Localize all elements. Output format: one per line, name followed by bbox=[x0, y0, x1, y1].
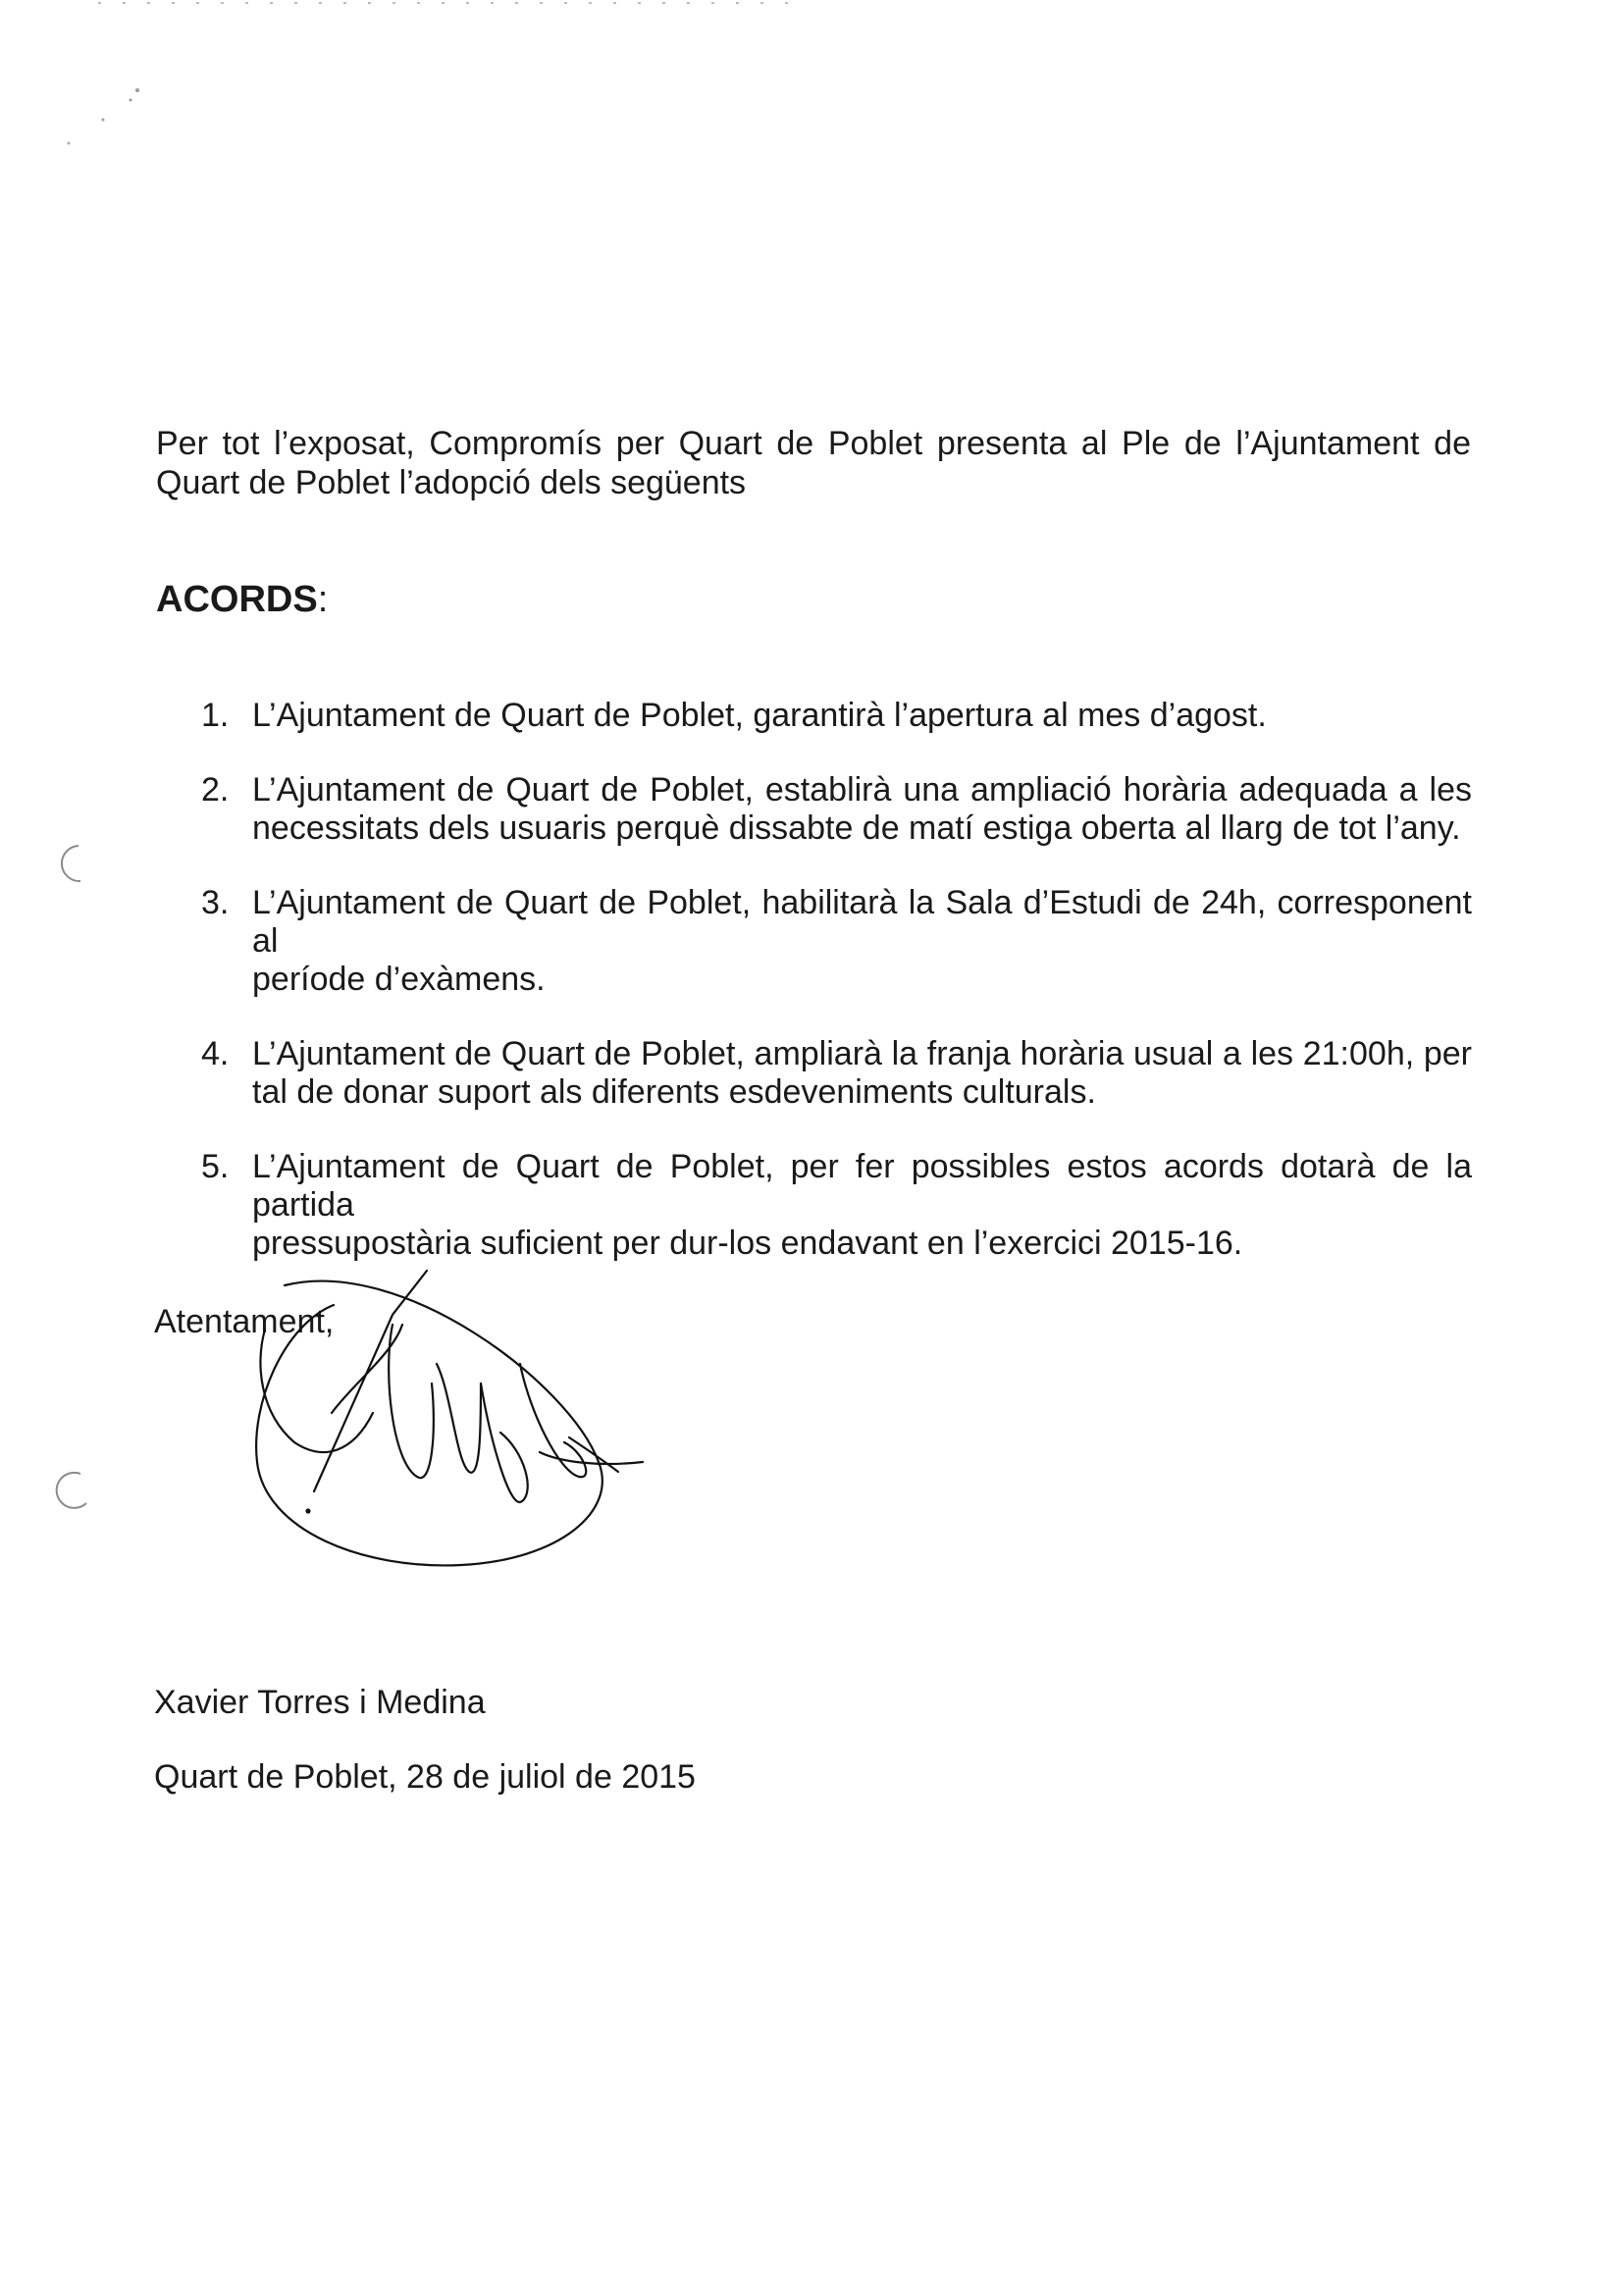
agreement-number: 3. bbox=[201, 884, 230, 921]
intro-paragraph bbox=[156, 424, 1471, 502]
agreement-line-1: L’Ajuntament de Quart de Poblet, per fer possibles estos acords dotarà de la partida bbox=[252, 1148, 1472, 1224]
signatory-name: Xavier Torres i Medina bbox=[154, 1684, 486, 1721]
agreement-line-2: pressupostària suficient per dur-los endavant en l’exercici 2015-16. bbox=[252, 1225, 1243, 1262]
agreement-item-5 bbox=[201, 1148, 1472, 1263]
agreement-number: 1. bbox=[201, 697, 230, 734]
intro-line-2: Quart de Poblet l’adopció dels següents bbox=[156, 464, 747, 501]
scan-speck-marks bbox=[59, 69, 157, 157]
agreement-item-1 bbox=[201, 697, 1472, 735]
scan-top-dots bbox=[98, 0, 805, 8]
punch-hole-lower bbox=[47, 1468, 96, 1517]
agreement-item-2 bbox=[201, 771, 1472, 848]
handwritten-signature bbox=[245, 1266, 667, 1580]
agreement-text bbox=[252, 1148, 1472, 1263]
agreement-line-2: tal de donar suport als diferents esdeveniments culturals. bbox=[252, 1073, 1096, 1111]
agreement-line-2: període d’exàmens. bbox=[252, 961, 546, 998]
agreements-heading-text: ACORDS bbox=[156, 579, 318, 620]
agreement-number: 2. bbox=[201, 771, 230, 809]
agreement-line-1: L’Ajuntament de Quart de Poblet, garantirà l’apertura al mes d’agost. bbox=[252, 697, 1267, 734]
agreement-text bbox=[252, 771, 1472, 848]
agreement-text bbox=[252, 1035, 1472, 1112]
place-and-date: Quart de Poblet, 28 de juliol de 2015 bbox=[154, 1758, 696, 1796]
agreement-number: 4. bbox=[201, 1035, 230, 1072]
agreements-heading-colon: : bbox=[317, 579, 329, 620]
agreements-list bbox=[201, 697, 1472, 1299]
agreement-line-1: L’Ajuntament de Quart de Poblet, establirà una ampliació horària adequada a les bbox=[252, 771, 1472, 809]
agreement-line-2: necessitats dels usuaris perquè dissabte de matí estiga oberta al llarg de tot l’any. bbox=[252, 809, 1461, 847]
closing-salutation: Atentament, bbox=[154, 1303, 335, 1340]
agreement-line-1: L’Ajuntament de Quart de Poblet, ampliarà la franja horària usual a les 21:00h, per bbox=[252, 1035, 1472, 1072]
agreements-heading bbox=[156, 579, 328, 621]
agreement-number: 5. bbox=[201, 1148, 230, 1185]
agreement-text bbox=[252, 884, 1472, 999]
agreement-line-1: L’Ajuntament de Quart de Poblet, habilitarà la Sala d’Estudi de 24h, corresponent al bbox=[252, 884, 1472, 960]
punch-hole-upper bbox=[47, 840, 96, 889]
agreement-item-3 bbox=[201, 884, 1472, 999]
agreement-item-4 bbox=[201, 1035, 1472, 1112]
agreement-text bbox=[252, 697, 1472, 735]
intro-line-1: Per tot l’exposat, Compromís per Quart de Poblet presenta al Ple de l’Ajuntament de bbox=[156, 425, 1471, 462]
